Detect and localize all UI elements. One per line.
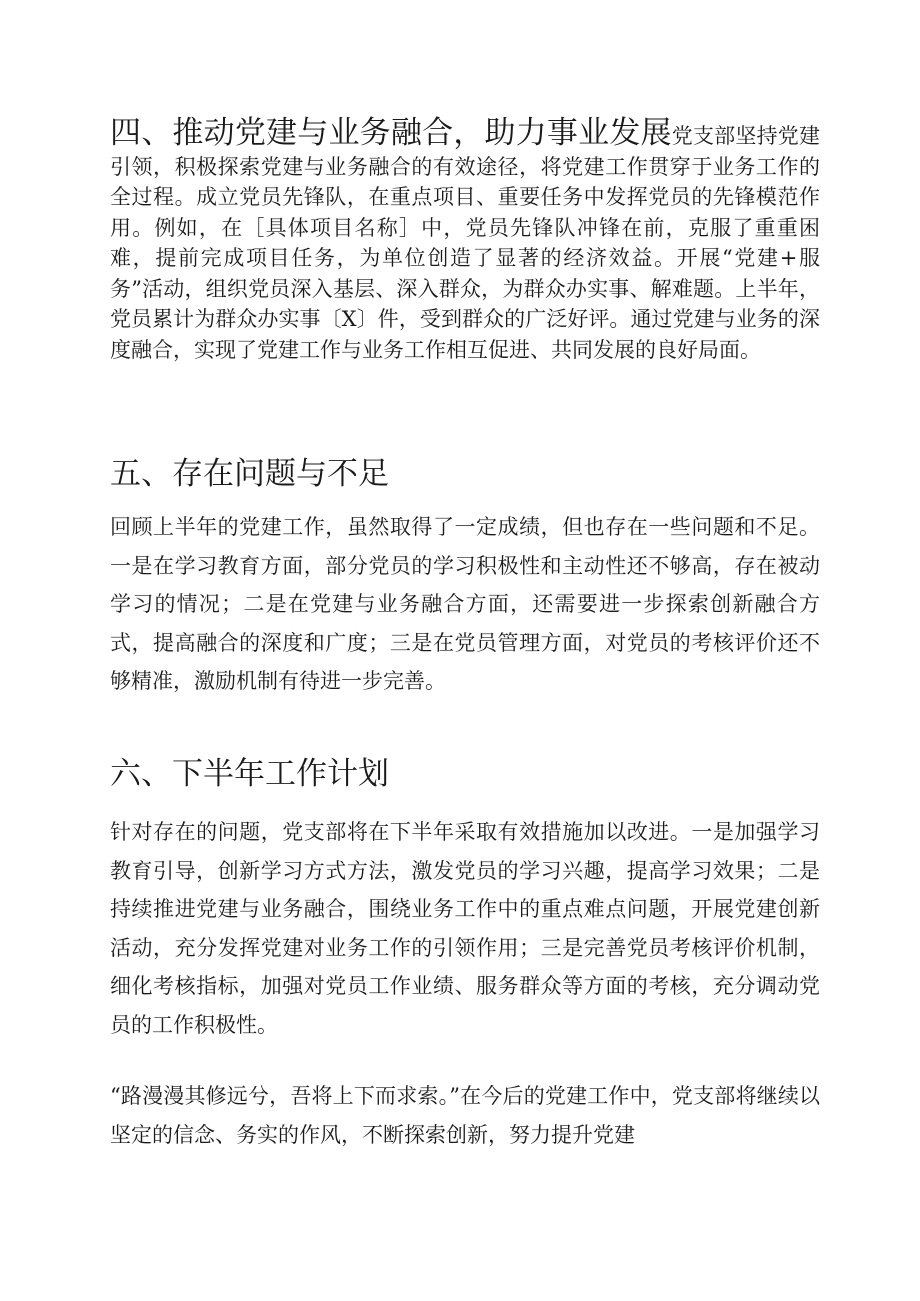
section5-body: 回顾上半年的党建工作，虽然取得了一定成绩，但也存在一些问题和不足。一是在学习教育方面，部分党员的学习积极性和主动性还不够高，存在被动学习的情况；二是在党建与业务融合方面，还需要进一步探索创新融合方式，提高融合的深度和广度；三是在党员管理方面，对党员的考核评价还不够精准，激励机制有待进一步完善。 bbox=[110, 515, 820, 693]
section5-heading: 五、存在问题与不足 bbox=[110, 456, 389, 492]
section4-heading: 四、推动党建与业务融合，助力事业发展 bbox=[110, 115, 672, 151]
section4-paragraph bbox=[110, 115, 820, 365]
closing-paragraph: “路漫漫其修远兮，吾将上下而求索。”在今后的党建工作中，党支部将继续以坚定的信念、务实的作风，不断探索创新，努力提升党建 bbox=[110, 1084, 820, 1147]
closing-block bbox=[110, 1077, 820, 1154]
section6-block bbox=[110, 813, 820, 1044]
section6-heading: 六、下半年工作计划 bbox=[110, 756, 389, 792]
section6-body: 针对存在的问题，党支部将在下半年采取有效措施加以改进。一是加强学习教育引导，创新学习方式方法，激发党员的学习兴趣，提高学习效果；二是持续推进党建与业务融合，围绕业务工作中的重点难点问题，开展党建创新活动，充分发挥党建对业务工作的引领作用；三是完善党员考核评价机制，细化考核指标，加强对党员工作业绩、服务群众等方面的考核，充分调动党员的工作积极性。 bbox=[110, 820, 820, 1037]
section5-block bbox=[110, 508, 820, 701]
section4-body: 党支部坚持党建引领，积极探索党建与业务融合的有效途径，将党建工作贯穿于业务工作的全过程。成立党员先锋队，在重点项目、重要任务中发挥党员的先锋模范作用。例如，在［具体项目名称］中，党员先锋队冲锋在前，克服了重重困难，提前完成项目任务，为单位创造了显著的经济效益。开展“党建+服务”活动，组织党员深入基层、深入群众，为群众办实事、解难题。上半年，党员累计为群众办实事〔X〕件，受到群众的广泛好评。通过党建与业务的深度融合，实现了党建工作与业务工作相互促进、共同发展的良好局面。 bbox=[110, 124, 820, 362]
section4-block bbox=[110, 115, 820, 365]
